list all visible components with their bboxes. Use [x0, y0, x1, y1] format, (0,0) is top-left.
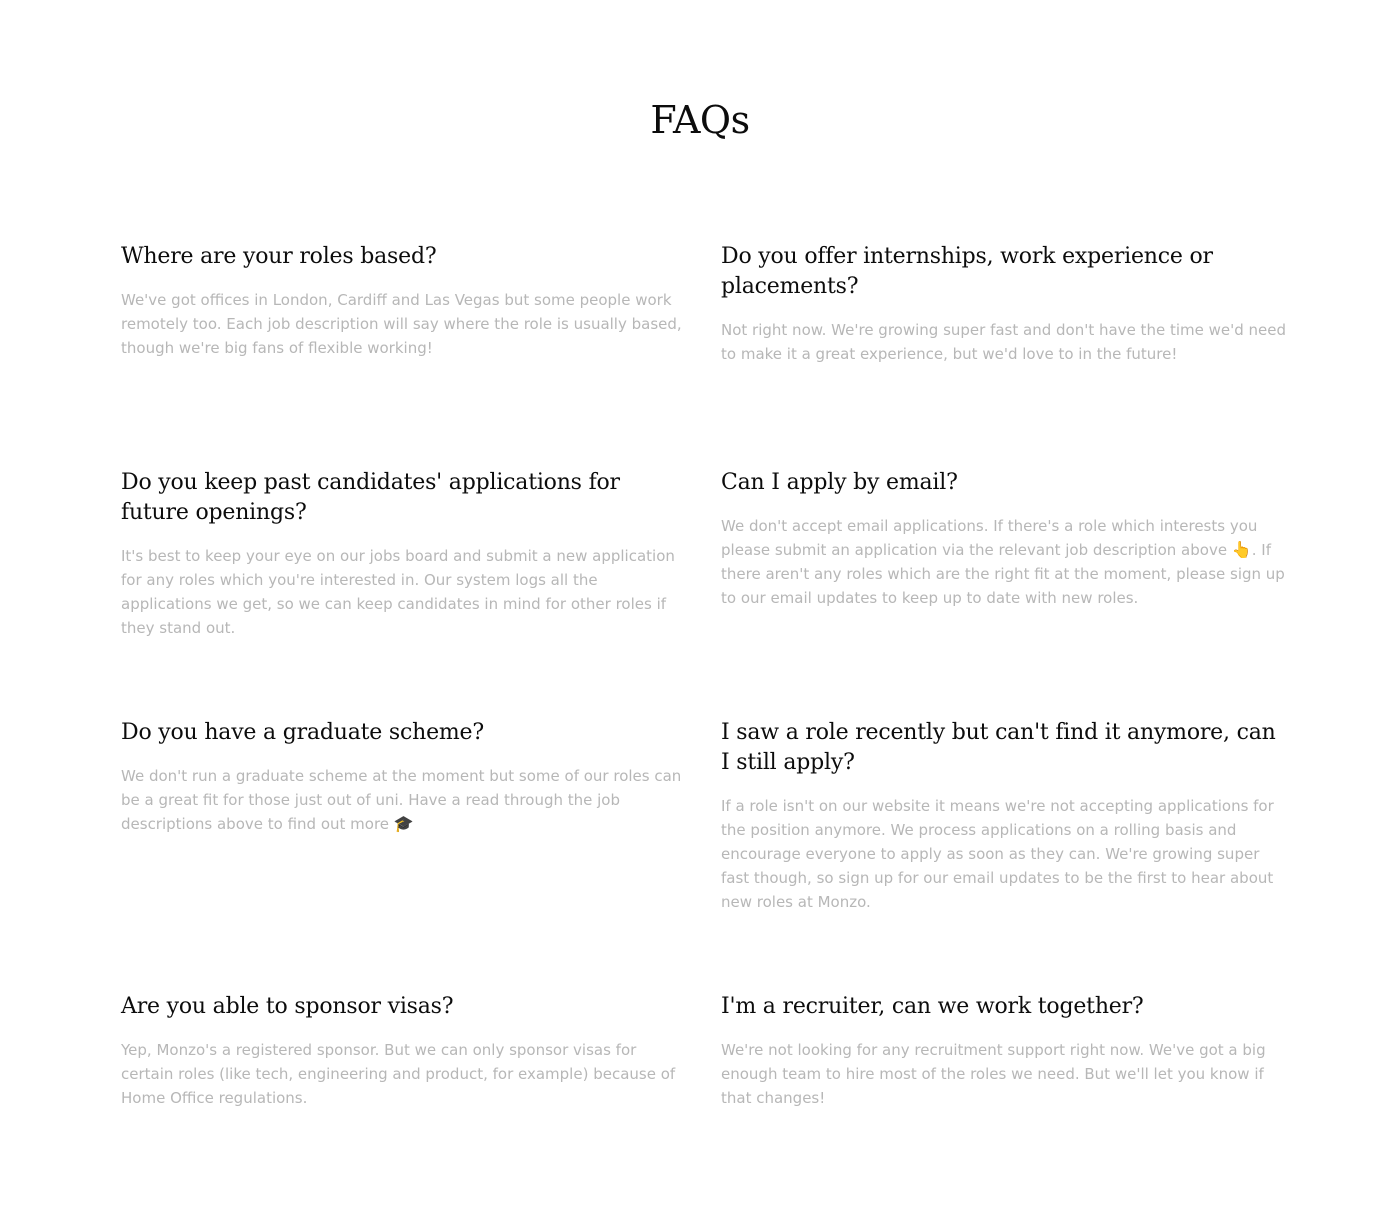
graduation-cap-icon: 🎓 — [393, 814, 414, 833]
faq-question: Where are your roles based? — [121, 244, 437, 269]
faq-question: I'm a recruiter, can we work together? — [721, 994, 1144, 1019]
faq-answer — [721, 514, 1286, 610]
faq-item-roles-based — [121, 242, 686, 360]
faq-answer: We've got offices in London, Cardiff and Las Vegas but some people work remotely too. Each job description will say where the role is usually based, though we're big fans of flexible working! — [121, 291, 682, 357]
faq-answer-text: . If there aren't any roles which are the right fit at the moment, please sign up to our email updates to keep up to date with new roles. — [721, 541, 1285, 607]
faq-item-past-applications — [121, 468, 686, 640]
faq-answer: If a role isn't on our website it means we're not accepting applications for the position anymore. We process applications on a rolling basis and encourage everyone to apply as soon as they can. We're growing super fast though, so sign up for our email updates to be the first to hear about new roles at Monzo. — [721, 797, 1274, 911]
faq-answer: Yep, Monzo's a registered sponsor. But we can only sponsor visas for certain roles (like tech, engineering and product, for example) because of Home Office regulations. — [121, 1041, 676, 1107]
faq-question: Are you able to sponsor visas? — [121, 994, 454, 1019]
faq-question: Can I apply by email? — [721, 470, 958, 495]
faq-item-recruiter — [721, 992, 1286, 1110]
faq-item-apply-by-email — [721, 468, 1286, 610]
faq-answer-text: We don't run a graduate scheme at the moment but some of our roles can be a great fit for those just out of uni. Have a read through the job descriptions above to find out more — [121, 767, 682, 833]
faq-answer: We're not looking for any recruitment support right now. We've got a big enough team to hire most of the roles we need. But we'll let you know if that changes! — [721, 1041, 1266, 1107]
faq-question: Do you have a graduate scheme? — [121, 720, 484, 745]
faq-answer: Not right now. We're growing super fast and don't have the time we'd need to make it a great experience, but we'd love to in the future! — [721, 321, 1286, 363]
faq-answer-text: We don't accept email applications. If there's a role which interests you please submit an application via the relevant job description above — [721, 517, 1258, 559]
faq-answer: It's best to keep your eye on our jobs board and submit a new application for any roles which you're interested in. Our system logs all the applications we get, so we can keep candidates in mind for other roles if they stand out. — [121, 547, 675, 637]
page-title: FAQs — [650, 98, 750, 142]
faq-answer — [121, 764, 686, 836]
faq-question: I saw a role recently but can't find it anymore, can I still apply? — [721, 720, 1276, 775]
faq-question: Do you offer internships, work experience or placements? — [721, 244, 1213, 299]
pointing-up-icon: 👆 — [1231, 540, 1252, 559]
faq-question: Do you keep past candidates' applications for future openings? — [121, 470, 620, 525]
faq-item-role-removed — [721, 718, 1286, 914]
faq-item-sponsor-visas — [121, 992, 686, 1110]
faq-item-internships — [721, 242, 1286, 366]
faq-item-graduate-scheme — [121, 718, 686, 836]
